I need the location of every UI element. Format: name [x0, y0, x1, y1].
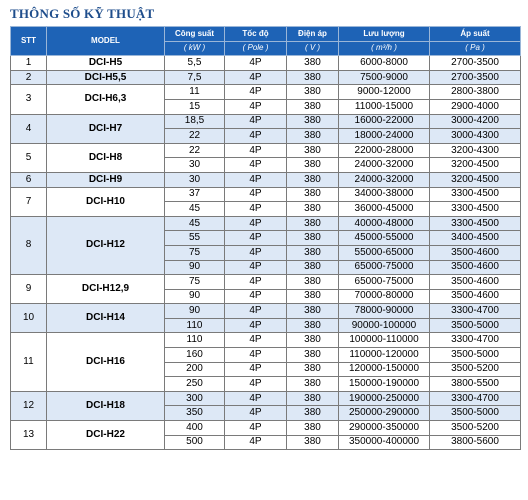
- voltage-header: Điện áp: [287, 27, 339, 42]
- stt-cell: 10: [11, 304, 47, 333]
- table-row: [11, 70, 521, 85]
- flow-cell: 34000-38000: [339, 187, 430, 202]
- power-cell: 7,5: [165, 70, 225, 85]
- power-cell: 350: [165, 406, 225, 421]
- power-cell: 45: [165, 216, 225, 231]
- pressure-cell: 3200-4500: [430, 158, 521, 173]
- flow-unit: ( m³/h ): [339, 41, 430, 56]
- flow-cell: 65000-75000: [339, 275, 430, 290]
- flow-cell: 100000-110000: [339, 333, 430, 348]
- pressure-cell: 3500-5000: [430, 406, 521, 421]
- voltage-cell: 380: [287, 421, 339, 436]
- page-title: THÔNG SỐ KỸ THUẬT: [10, 6, 155, 21]
- model-cell: DCI-H14: [47, 304, 165, 333]
- speed-cell: 4P: [225, 99, 287, 114]
- pressure-cell: 2800-3800: [430, 85, 521, 100]
- power-cell: 30: [165, 158, 225, 173]
- power-cell: 75: [165, 275, 225, 290]
- power-cell: 45: [165, 202, 225, 217]
- flow-cell: 7500-9000: [339, 70, 430, 85]
- table-row: [11, 304, 521, 319]
- power-cell: 90: [165, 289, 225, 304]
- voltage-cell: 380: [287, 216, 339, 231]
- speed-cell: 4P: [225, 245, 287, 260]
- speed-cell: 4P: [225, 275, 287, 290]
- voltage-cell: 380: [287, 143, 339, 158]
- flow-cell: 110000-120000: [339, 348, 430, 363]
- stt-cell: 3: [11, 85, 47, 114]
- stt-cell: 9: [11, 275, 47, 304]
- pressure-cell: 3400-4500: [430, 231, 521, 246]
- model-cell: DCI-H12,9: [47, 275, 165, 304]
- model-cell: DCI-H7: [47, 114, 165, 143]
- table-row: [11, 56, 521, 71]
- power-cell: 200: [165, 362, 225, 377]
- flow-cell: 250000-290000: [339, 406, 430, 421]
- power-cell: 11: [165, 85, 225, 100]
- flow-cell: 78000-90000: [339, 304, 430, 319]
- speed-cell: 4P: [225, 318, 287, 333]
- flow-cell: 290000-350000: [339, 421, 430, 436]
- power-cell: 55: [165, 231, 225, 246]
- power-cell: 110: [165, 318, 225, 333]
- table-header: [11, 27, 521, 56]
- power-cell: 250: [165, 377, 225, 392]
- flow-cell: 70000-80000: [339, 289, 430, 304]
- stt-cell: 6: [11, 172, 47, 187]
- flow-cell: 150000-190000: [339, 377, 430, 392]
- pressure-cell: 3200-4300: [430, 143, 521, 158]
- pressure-cell: 3000-4200: [430, 114, 521, 129]
- speed-cell: 4P: [225, 421, 287, 436]
- speed-cell: 4P: [225, 333, 287, 348]
- speed-cell: 4P: [225, 231, 287, 246]
- stt-cell: 8: [11, 216, 47, 274]
- speed-cell: 4P: [225, 304, 287, 319]
- model-cell: DCI-H22: [47, 421, 165, 450]
- flow-cell: 24000-32000: [339, 158, 430, 173]
- stt-cell: 13: [11, 421, 47, 450]
- table-row: [11, 85, 521, 100]
- speed-cell: 4P: [225, 391, 287, 406]
- flow-cell: 9000-12000: [339, 85, 430, 100]
- table-row: [11, 421, 521, 436]
- stt-cell: 4: [11, 114, 47, 143]
- model-cell: DCI-H12: [47, 216, 165, 274]
- power-cell: 500: [165, 435, 225, 450]
- voltage-cell: 380: [287, 85, 339, 100]
- model-cell: DCI-H5: [47, 56, 165, 71]
- header-row: [11, 27, 521, 42]
- speed-cell: 4P: [225, 129, 287, 144]
- power-cell: 90: [165, 304, 225, 319]
- pressure-cell: 3300-4500: [430, 216, 521, 231]
- flow-cell: 120000-150000: [339, 362, 430, 377]
- pressure-cell: 3500-4600: [430, 260, 521, 275]
- pressure-cell: 3500-5200: [430, 362, 521, 377]
- speed-cell: 4P: [225, 70, 287, 85]
- stt-cell: 12: [11, 391, 47, 420]
- voltage-cell: 380: [287, 99, 339, 114]
- model-cell: DCI-H18: [47, 391, 165, 420]
- flow-cell: 65000-75000: [339, 260, 430, 275]
- stt-header: STT: [11, 27, 47, 56]
- power-cell: 18,5: [165, 114, 225, 129]
- voltage-cell: 380: [287, 114, 339, 129]
- speed-cell: 4P: [225, 362, 287, 377]
- voltage-cell: 380: [287, 333, 339, 348]
- pressure-cell: 3200-4500: [430, 172, 521, 187]
- pressure-cell: 3500-4600: [430, 245, 521, 260]
- stt-cell: 5: [11, 143, 47, 172]
- flow-cell: 11000-15000: [339, 99, 430, 114]
- speed-cell: 4P: [225, 187, 287, 202]
- flow-cell: 22000-28000: [339, 143, 430, 158]
- voltage-cell: 380: [287, 202, 339, 217]
- speed-cell: 4P: [225, 172, 287, 187]
- pressure-unit: ( Pa ): [430, 41, 521, 56]
- pressure-cell: 3300-4500: [430, 187, 521, 202]
- power-cell: 22: [165, 129, 225, 144]
- pressure-cell: 3500-5000: [430, 318, 521, 333]
- model-header: MODEL: [47, 27, 165, 56]
- speed-cell: 4P: [225, 289, 287, 304]
- flow-cell: 18000-24000: [339, 129, 430, 144]
- pressure-cell: 3300-4700: [430, 333, 521, 348]
- voltage-cell: 380: [287, 435, 339, 450]
- speed-cell: 4P: [225, 406, 287, 421]
- speed-cell: 4P: [225, 260, 287, 275]
- speed-cell: 4P: [225, 216, 287, 231]
- flow-cell: 16000-22000: [339, 114, 430, 129]
- power-header: Công suất: [165, 27, 225, 42]
- voltage-cell: 380: [287, 172, 339, 187]
- table-row: [11, 172, 521, 187]
- flow-cell: 40000-48000: [339, 216, 430, 231]
- power-cell: 110: [165, 333, 225, 348]
- power-cell: 75: [165, 245, 225, 260]
- power-cell: 400: [165, 421, 225, 436]
- table-row: [11, 275, 521, 290]
- pressure-cell: 2700-3500: [430, 56, 521, 71]
- speed-unit: ( Pole ): [225, 41, 287, 56]
- stt-cell: 2: [11, 70, 47, 85]
- model-cell: DCI-H8: [47, 143, 165, 172]
- model-cell: DCI-H5,5: [47, 70, 165, 85]
- speed-cell: 4P: [225, 348, 287, 363]
- flow-cell: 45000-55000: [339, 231, 430, 246]
- table-row: [11, 143, 521, 158]
- flow-cell: 6000-8000: [339, 56, 430, 71]
- pressure-cell: 3300-4500: [430, 202, 521, 217]
- flow-header: Lưu lượng: [339, 27, 430, 42]
- pressure-cell: 3800-5600: [430, 435, 521, 450]
- pressure-cell: 3800-5500: [430, 377, 521, 392]
- speed-cell: 4P: [225, 158, 287, 173]
- flow-cell: 350000-400000: [339, 435, 430, 450]
- voltage-cell: 380: [287, 129, 339, 144]
- power-cell: 15: [165, 99, 225, 114]
- pressure-cell: 3000-4300: [430, 129, 521, 144]
- power-cell: 300: [165, 391, 225, 406]
- model-cell: DCI-H9: [47, 172, 165, 187]
- table-row: [11, 391, 521, 406]
- pressure-header: Áp suất: [430, 27, 521, 42]
- speed-cell: 4P: [225, 377, 287, 392]
- voltage-cell: 380: [287, 275, 339, 290]
- flow-cell: 90000-100000: [339, 318, 430, 333]
- power-cell: 5,5: [165, 56, 225, 71]
- speed-cell: 4P: [225, 85, 287, 100]
- voltage-cell: 380: [287, 56, 339, 71]
- voltage-unit: ( V ): [287, 41, 339, 56]
- power-cell: 30: [165, 172, 225, 187]
- speed-cell: 4P: [225, 143, 287, 158]
- pressure-cell: 3300-4700: [430, 391, 521, 406]
- table-row: [11, 333, 521, 348]
- model-cell: DCI-H6,3: [47, 85, 165, 114]
- power-cell: 90: [165, 260, 225, 275]
- voltage-cell: 380: [287, 377, 339, 392]
- voltage-cell: 380: [287, 289, 339, 304]
- speed-cell: 4P: [225, 56, 287, 71]
- pressure-cell: 2700-3500: [430, 70, 521, 85]
- pressure-cell: 3500-5000: [430, 348, 521, 363]
- speed-cell: 4P: [225, 202, 287, 217]
- model-cell: DCI-H16: [47, 333, 165, 391]
- stt-cell: 1: [11, 56, 47, 71]
- power-cell: 22: [165, 143, 225, 158]
- voltage-cell: 380: [287, 318, 339, 333]
- speed-cell: 4P: [225, 435, 287, 450]
- flow-cell: 36000-45000: [339, 202, 430, 217]
- power-unit: ( kW ): [165, 41, 225, 56]
- voltage-cell: 380: [287, 245, 339, 260]
- pressure-cell: 3500-4600: [430, 275, 521, 290]
- voltage-cell: 380: [287, 391, 339, 406]
- flow-cell: 24000-32000: [339, 172, 430, 187]
- flow-cell: 55000-65000: [339, 245, 430, 260]
- voltage-cell: 380: [287, 260, 339, 275]
- power-cell: 160: [165, 348, 225, 363]
- model-cell: DCI-H10: [47, 187, 165, 216]
- speed-header: Tốc độ: [225, 27, 287, 42]
- pressure-cell: 3500-4600: [430, 289, 521, 304]
- voltage-cell: 380: [287, 304, 339, 319]
- voltage-cell: 380: [287, 187, 339, 202]
- table-body: [11, 56, 521, 450]
- spec-table: [10, 26, 521, 450]
- voltage-cell: 380: [287, 231, 339, 246]
- voltage-cell: 380: [287, 348, 339, 363]
- stt-cell: 11: [11, 333, 47, 391]
- table-row: [11, 216, 521, 231]
- voltage-cell: 380: [287, 362, 339, 377]
- flow-cell: 190000-250000: [339, 391, 430, 406]
- speed-cell: 4P: [225, 114, 287, 129]
- voltage-cell: 380: [287, 406, 339, 421]
- voltage-cell: 380: [287, 70, 339, 85]
- pressure-cell: 3500-5200: [430, 421, 521, 436]
- power-cell: 37: [165, 187, 225, 202]
- stt-cell: 7: [11, 187, 47, 216]
- table-row: [11, 114, 521, 129]
- voltage-cell: 380: [287, 158, 339, 173]
- table-row: [11, 187, 521, 202]
- pressure-cell: 2900-4000: [430, 99, 521, 114]
- pressure-cell: 3300-4700: [430, 304, 521, 319]
